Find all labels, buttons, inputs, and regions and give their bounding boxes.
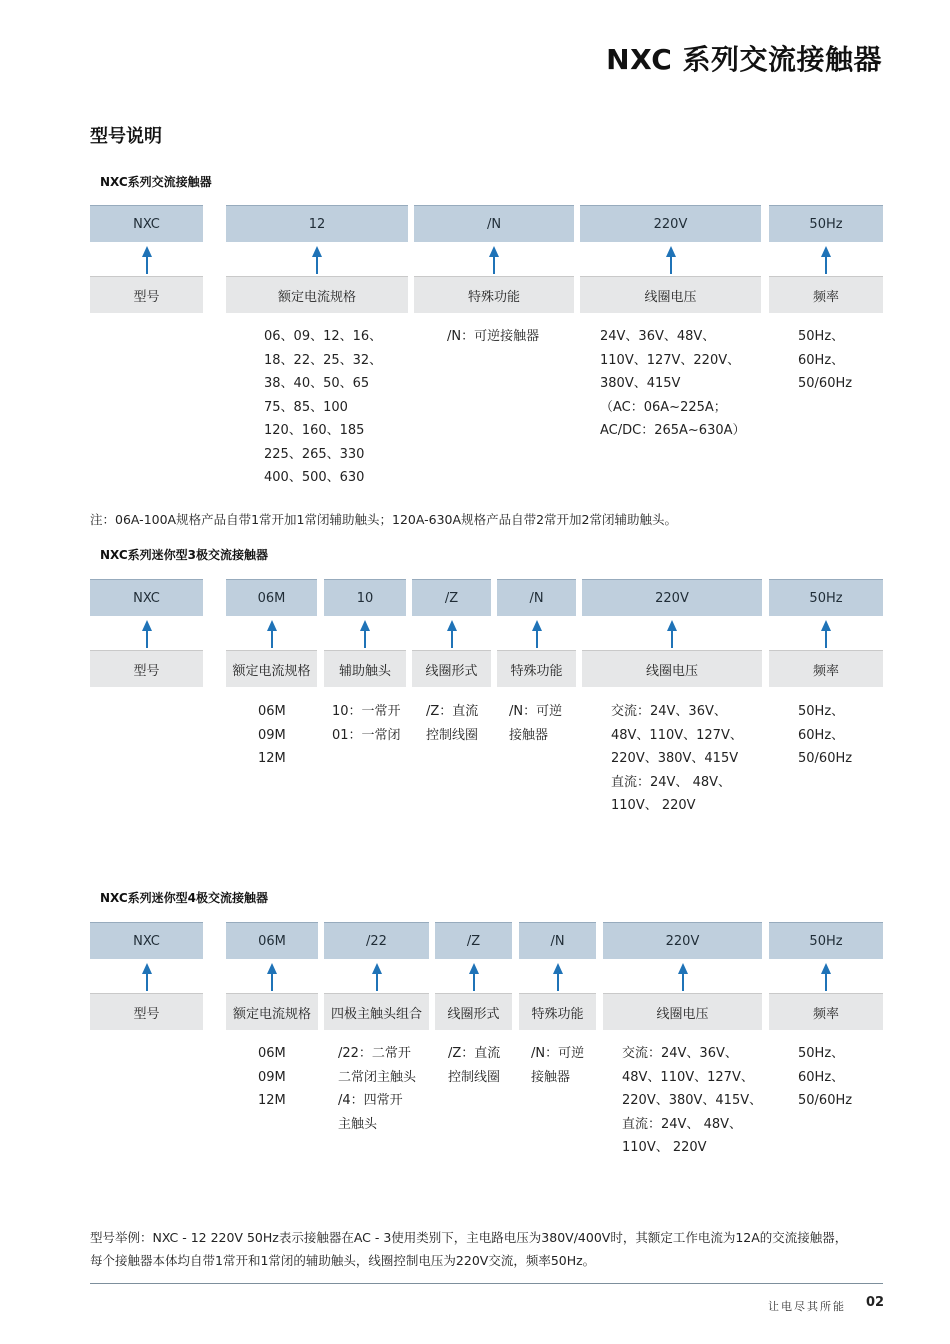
option-line: 09M xyxy=(258,1069,286,1085)
segment-label: 型号 xyxy=(90,650,203,687)
option-line: 主触头 xyxy=(338,1116,378,1132)
up-arrow-icon xyxy=(267,620,277,648)
segment-options xyxy=(611,700,743,818)
code-segment: /N xyxy=(414,205,574,242)
option-line: （AC：06A~225A； xyxy=(600,399,727,415)
code-segment: /Z xyxy=(412,579,491,616)
segment-label: 线圈形式 xyxy=(435,993,512,1030)
up-arrow-icon xyxy=(489,246,499,274)
option-line: 直流：24V、 48V、 xyxy=(622,1116,743,1132)
option-line: 50Hz、 xyxy=(798,329,845,344)
option-line: /N：可逆 xyxy=(531,1046,585,1061)
page-number: 02 xyxy=(866,1295,885,1310)
up-arrow-icon xyxy=(142,620,152,648)
segment-options xyxy=(258,700,286,771)
option-line: 110V、127V、220V、 xyxy=(600,352,741,368)
up-arrow-icon xyxy=(447,620,457,648)
option-line: AC/DC：265A~630A） xyxy=(600,423,746,438)
option-line: 控制线圈 xyxy=(426,727,479,743)
option-line: 50Hz、 xyxy=(798,704,845,719)
segment-label: 线圈电压 xyxy=(582,650,762,687)
code-segment: 220V xyxy=(582,579,762,616)
code-segment: 50Hz xyxy=(769,205,883,242)
up-arrow-icon xyxy=(312,246,322,274)
segment-label: 特殊功能 xyxy=(497,650,576,687)
segment-options xyxy=(332,700,401,747)
code-segment: NXC xyxy=(90,579,203,616)
up-arrow-icon xyxy=(821,963,831,991)
segment-label: 额定电流规格 xyxy=(226,276,408,313)
option-line: /Z：直流 xyxy=(448,1046,501,1061)
code-segment: /N xyxy=(519,922,596,959)
up-arrow-icon xyxy=(678,963,688,991)
segment-label: 特殊功能 xyxy=(414,276,574,313)
example-line-2: 每个接触器本体均自带1常开和1常闭的辅助触头，线圈控制电压为220V交流，频率50Hz。 xyxy=(90,1253,596,1268)
code-segment: 06M xyxy=(226,922,318,959)
up-arrow-icon xyxy=(372,963,382,991)
option-line: 01：一常闭 xyxy=(332,727,401,743)
option-line: 控制线圈 xyxy=(448,1069,501,1085)
option-line: 380V、415V xyxy=(600,376,681,391)
up-arrow-icon xyxy=(360,620,370,648)
option-line: 二常闭主触头 xyxy=(338,1069,417,1085)
segment-label: 额定电流规格 xyxy=(226,650,317,687)
option-line: 48V、110V、127V、 xyxy=(611,727,743,743)
option-line: /4：四常开 xyxy=(338,1093,403,1108)
up-arrow-icon xyxy=(142,246,152,274)
option-line: /22：二常开 xyxy=(338,1046,411,1061)
segment-label: 线圈形式 xyxy=(412,650,491,687)
option-line: 50Hz、 xyxy=(798,1046,845,1061)
option-line: /N：可逆接触器 xyxy=(447,329,540,344)
up-arrow-icon xyxy=(821,620,831,648)
option-line: 225、265、330 xyxy=(264,446,365,462)
section-1-title: NXC系列交流接触器 xyxy=(100,175,212,189)
option-line: 交流：24V、36V、 xyxy=(622,1046,738,1061)
code-segment: 220V xyxy=(580,205,761,242)
option-line: 06M xyxy=(258,1046,286,1061)
code-segment: 220V xyxy=(603,922,762,959)
up-arrow-icon xyxy=(821,246,831,274)
option-line: /N：可逆 xyxy=(509,704,563,719)
option-line: 38、40、50、65 xyxy=(264,376,370,391)
segment-label: 型号 xyxy=(90,276,203,313)
segment-options xyxy=(600,325,746,443)
option-line: 110V、 220V xyxy=(622,1140,707,1155)
segment-label: 型号 xyxy=(90,993,203,1030)
segment-label: 线圈电压 xyxy=(580,276,761,313)
segment-options xyxy=(798,700,852,771)
option-line: 接触器 xyxy=(531,1069,571,1085)
option-line: 48V、110V、127V、 xyxy=(622,1069,754,1085)
code-segment: /22 xyxy=(324,922,429,959)
option-line: 50/60Hz xyxy=(798,376,853,391)
option-line: 直流：24V、 48V、 xyxy=(611,774,732,790)
option-line: 120、160、185 xyxy=(264,423,365,438)
option-line: 18、22、25、32、 xyxy=(264,352,383,368)
section-3-title: NXC系列迷你型4极交流接触器 xyxy=(100,891,269,905)
option-line: 10：一常开 xyxy=(332,704,401,719)
segment-options xyxy=(531,1042,584,1089)
option-line: 24V、36V、48V、 xyxy=(600,329,716,344)
code-segment: /N xyxy=(497,579,576,616)
option-line: 50/60Hz xyxy=(798,751,853,766)
segment-label: 辅助触头 xyxy=(324,650,406,687)
option-line: 75、85、100 xyxy=(264,399,348,415)
segment-label: 频率 xyxy=(769,276,883,313)
segment-label: 频率 xyxy=(769,993,883,1030)
option-line: 接触器 xyxy=(509,727,549,743)
segment-options xyxy=(258,1042,286,1113)
option-line: 110V、 220V xyxy=(611,798,696,813)
footer-slogan: 让电尽其所能 xyxy=(768,1300,846,1313)
option-line: 60Hz、 xyxy=(798,352,845,368)
up-arrow-icon xyxy=(666,246,676,274)
page-title: NXC 系列交流接触器 xyxy=(606,43,882,76)
option-line: 60Hz、 xyxy=(798,1069,845,1085)
section-2-title: NXC系列迷你型3极交流接触器 xyxy=(100,548,269,562)
option-line: 12M xyxy=(258,1093,286,1108)
option-line: 50/60Hz xyxy=(798,1093,853,1108)
up-arrow-icon xyxy=(469,963,479,991)
example-line-1: 型号举例：NXC - 12 220V 50Hz表示接触器在AC - 3使用类别下，主电路电压为380V/400V时，其额定工作电流为12A的交流接触器， xyxy=(90,1230,848,1245)
segment-options xyxy=(338,1042,416,1136)
up-arrow-icon xyxy=(532,620,542,648)
segment-label: 线圈电压 xyxy=(603,993,762,1030)
code-segment: 50Hz xyxy=(769,922,883,959)
code-segment: 10 xyxy=(324,579,406,616)
code-segment: 12 xyxy=(226,205,408,242)
option-line: 06、09、12、16、 xyxy=(264,329,383,344)
segment-label: 特殊功能 xyxy=(519,993,596,1030)
segment-options xyxy=(622,1042,762,1160)
segment-label: 额定电流规格 xyxy=(226,993,318,1030)
option-line: 220V、380V、415V、 xyxy=(622,1093,763,1108)
segment-options xyxy=(447,325,539,349)
option-line: 09M xyxy=(258,727,286,743)
option-line: /Z：直流 xyxy=(426,704,479,719)
section-title: 型号说明 xyxy=(90,126,162,147)
code-segment: 06M xyxy=(226,579,317,616)
segment-label: 频率 xyxy=(769,650,883,687)
segment-options xyxy=(798,325,852,396)
option-line: 06M xyxy=(258,704,286,719)
segment-label: 四极主触头组合 xyxy=(324,993,429,1030)
option-line: 12M xyxy=(258,751,286,766)
option-line: 交流：24V、36V、 xyxy=(611,704,727,719)
code-segment: NXC xyxy=(90,922,203,959)
option-line: 220V、380V、415V xyxy=(611,751,739,766)
up-arrow-icon xyxy=(267,963,277,991)
code-segment: NXC xyxy=(90,205,203,242)
segment-options xyxy=(509,700,562,747)
code-segment: 50Hz xyxy=(769,579,883,616)
note-auxiliary-contacts: 注：06A-100A规格产品自带1常开加1常闭辅助触头；120A-630A规格产品自带2常开加2常闭辅助触头。 xyxy=(90,512,677,527)
up-arrow-icon xyxy=(553,963,563,991)
segment-options xyxy=(798,1042,852,1113)
footer-divider xyxy=(90,1283,883,1284)
option-line: 60Hz、 xyxy=(798,727,845,743)
segment-options xyxy=(264,325,382,490)
up-arrow-icon xyxy=(142,963,152,991)
segment-options xyxy=(426,700,478,747)
segment-options xyxy=(448,1042,500,1089)
option-line: 400、500、630 xyxy=(264,470,365,485)
code-segment: /Z xyxy=(435,922,512,959)
up-arrow-icon xyxy=(667,620,677,648)
